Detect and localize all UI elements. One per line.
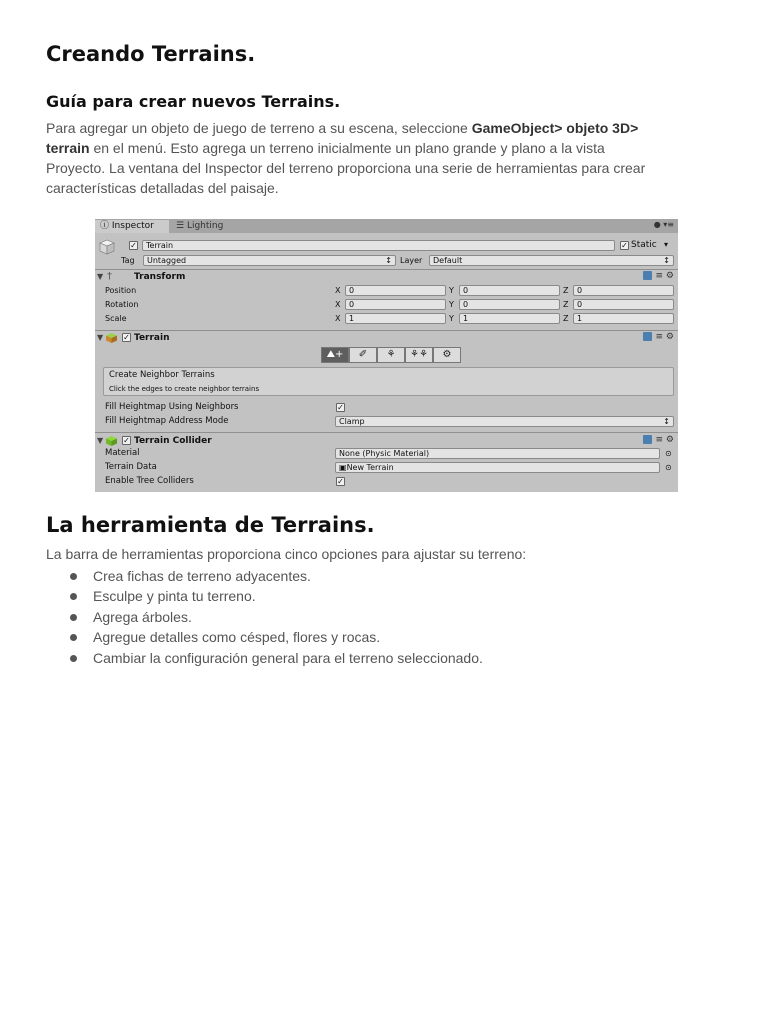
section-subtitle: Guía para crear nuevos Terrains. (46, 92, 341, 111)
rotation-y-field[interactable]: 0 (459, 299, 560, 310)
layer-label: Layer (400, 256, 423, 265)
position-z-field[interactable]: 0 (573, 285, 674, 296)
bullet-icon (70, 614, 77, 621)
list-item (70, 648, 483, 668)
paint-brush-tool-button[interactable]: ✐ (349, 347, 377, 363)
address-mode-label: Fill Heightmap Address Mode (105, 416, 229, 426)
scale-row (95, 312, 678, 326)
transform-title: Transform (134, 272, 186, 282)
tree-colliders-checkbox[interactable]: ✓ (337, 477, 344, 486)
position-y-field[interactable]: 0 (459, 285, 560, 296)
feature-list (70, 566, 483, 668)
tag-value: Untagged (147, 256, 187, 265)
static-dropdown-icon[interactable]: ▾ (664, 240, 669, 249)
terrain-toolbar (321, 347, 461, 363)
tree-colliders-label: Enable Tree Colliders (105, 476, 194, 486)
terrain-collider-title: Terrain Collider (134, 436, 212, 446)
info-icon: ⓘ (100, 221, 110, 231)
page-title: Creando Terrains. (46, 42, 256, 66)
static-label: Static (631, 240, 657, 250)
tab-lighting-label: Lighting (186, 221, 224, 231)
list-item (70, 607, 483, 627)
transform-header[interactable] (95, 271, 678, 284)
help-book-icon[interactable] (643, 332, 652, 341)
terrain-data-value: New Terrain (346, 463, 394, 472)
layer-value: Default (433, 256, 463, 265)
rotation-z-field[interactable]: 0 (573, 299, 674, 310)
scale-z-field[interactable]: 1 (573, 313, 674, 324)
terrain-component-header[interactable] (95, 332, 678, 345)
active-checkbox[interactable]: ✓ (130, 241, 137, 250)
list-item (70, 566, 483, 586)
axis-y-label: Y (449, 300, 454, 309)
list-item-text: Cambiar la configuración general para el terreno seleccionado. (93, 649, 483, 666)
intro-paragraph (46, 118, 726, 198)
axis-x-label: X (335, 300, 341, 309)
axis-y-label: Y (449, 314, 454, 323)
transform-icon: † (107, 271, 112, 282)
terrain-component-title: Terrain (134, 333, 170, 343)
rotation-label: Rotation (105, 300, 139, 309)
scale-label: Scale (105, 314, 127, 323)
inspector-tabbar (95, 219, 678, 233)
terrain-data-asset-icon: ▣ (339, 463, 347, 472)
list-item-text: Agrega árboles. (93, 608, 192, 625)
position-row (95, 284, 678, 298)
list-item (70, 627, 483, 647)
component-header-icons[interactable] (643, 435, 675, 445)
create-neighbor-tool-button[interactable]: ⛰+ (321, 347, 349, 363)
position-x-field[interactable]: 0 (345, 285, 446, 296)
list-item-text: Crea fichas de terreno adyacentes. (93, 568, 311, 584)
help-box (103, 367, 674, 396)
scale-x-field[interactable]: 1 (345, 313, 446, 324)
object-picker-icon[interactable]: ⊙ (665, 463, 672, 472)
component-header-icons[interactable] (643, 271, 675, 281)
preset-icon[interactable]: ≡ (655, 332, 664, 342)
terrain-icon (106, 333, 117, 343)
foldout-arrow-icon[interactable]: ▼ (97, 333, 104, 342)
help-book-icon[interactable] (643, 435, 652, 444)
updown-icon: ↕ (663, 256, 670, 265)
menu-path-2: terrain (46, 140, 90, 156)
object-name-field[interactable]: Terrain (142, 240, 615, 251)
fill-heightmap-checkbox[interactable]: ✓ (337, 403, 344, 412)
intro-text-2: en el menú. Esto agrega un terreno inicialmente un plano grande y plano a la vista (89, 140, 605, 156)
divider (95, 269, 678, 270)
updown-icon: ↕ (663, 417, 670, 426)
axis-z-label: Z (563, 286, 569, 295)
inspector-panel (95, 219, 678, 492)
tab-inspector[interactable] (95, 220, 169, 233)
help-book-icon[interactable] (643, 271, 652, 280)
bullet-icon (70, 573, 77, 580)
object-picker-icon[interactable]: ⊙ (665, 449, 672, 458)
material-label: Material (105, 448, 140, 458)
bullet-icon (70, 593, 77, 600)
preset-icon[interactable]: ≡ (655, 271, 664, 281)
address-mode-value: Clamp (339, 417, 365, 426)
intro-text-1: Para agregar un objeto de juego de terreno a su escena, seleccione (46, 120, 472, 136)
fill-heightmap-label: Fill Heightmap Using Neighbors (105, 402, 239, 412)
axis-x-label: X (335, 314, 341, 323)
intro-text-4: características detalladas del paisaje. (46, 180, 279, 196)
terrain-collider-header[interactable] (95, 435, 678, 448)
rotation-row (95, 298, 678, 312)
divider (95, 432, 678, 433)
collider-icon (106, 436, 117, 446)
axis-z-label: Z (563, 314, 569, 323)
section-lead: La barra de herramientas proporciona cinco opciones para ajustar su terreno: (46, 546, 527, 562)
tab-inspector-label: Inspector (111, 221, 154, 231)
preset-icon[interactable]: ≡ (655, 435, 664, 445)
position-label: Position (105, 286, 137, 295)
settings-gear-icon[interactable]: ⚙ (665, 332, 674, 342)
settings-gear-icon[interactable]: ⚙ (665, 435, 674, 445)
collider-enabled-checkbox[interactable]: ✓ (123, 436, 130, 445)
component-header-icons[interactable] (643, 332, 675, 342)
layer-dropdown[interactable] (429, 255, 674, 266)
settings-gear-icon[interactable]: ⚙ (665, 271, 674, 281)
list-item-text: Agregue detalles como césped, flores y rocas. (93, 629, 381, 646)
foldout-arrow-icon[interactable]: ▼ (97, 272, 104, 281)
foldout-arrow-icon[interactable]: ▼ (97, 436, 104, 445)
axis-x-label: X (335, 286, 341, 295)
terrain-settings-tool-button[interactable]: ⚙ (433, 347, 461, 363)
scale-y-field[interactable]: 1 (459, 313, 560, 324)
static-checkbox[interactable]: ✓ (621, 241, 628, 250)
tab-menu-icons[interactable]: ● ▾≡ (653, 220, 674, 229)
bullet-icon (70, 634, 77, 641)
material-field[interactable]: None (Physic Material) (335, 448, 660, 459)
terrain-data-field[interactable] (335, 462, 660, 473)
terrain-enabled-checkbox[interactable]: ✓ (123, 333, 130, 342)
help-text: Click the edges to create neighbor terrains (109, 385, 260, 393)
axis-y-label: Y (449, 286, 454, 295)
section-title: La herramienta de Terrains. (46, 513, 375, 537)
intro-text-3: Proyecto. La ventana del Inspector del terreno proporciona una serie de herramientas para crear (46, 160, 646, 176)
divider (95, 330, 678, 331)
paint-details-tool-button[interactable]: ⚘⚘ (405, 347, 433, 363)
sliders-icon: ☰ (176, 221, 185, 231)
updown-icon: ↕ (385, 256, 392, 265)
list-item-text: Esculpe y pinta tu terreno. (93, 588, 256, 605)
menu-path-1: GameObject> objeto 3D> (471, 120, 639, 136)
rotation-x-field[interactable]: 0 (345, 299, 446, 310)
tag-dropdown[interactable] (143, 255, 396, 266)
address-mode-dropdown[interactable] (335, 416, 674, 427)
help-title: Create Neighbor Terrains (109, 370, 215, 380)
list-item (70, 586, 483, 606)
bullet-icon (70, 655, 77, 662)
axis-z-label: Z (563, 300, 569, 309)
tab-lighting[interactable] (171, 220, 228, 233)
tag-label: Tag (121, 256, 135, 265)
paint-trees-tool-button[interactable]: ⚘ (377, 347, 405, 363)
terrain-data-label: Terrain Data (105, 462, 157, 472)
gameobject-cube-icon (99, 239, 115, 255)
